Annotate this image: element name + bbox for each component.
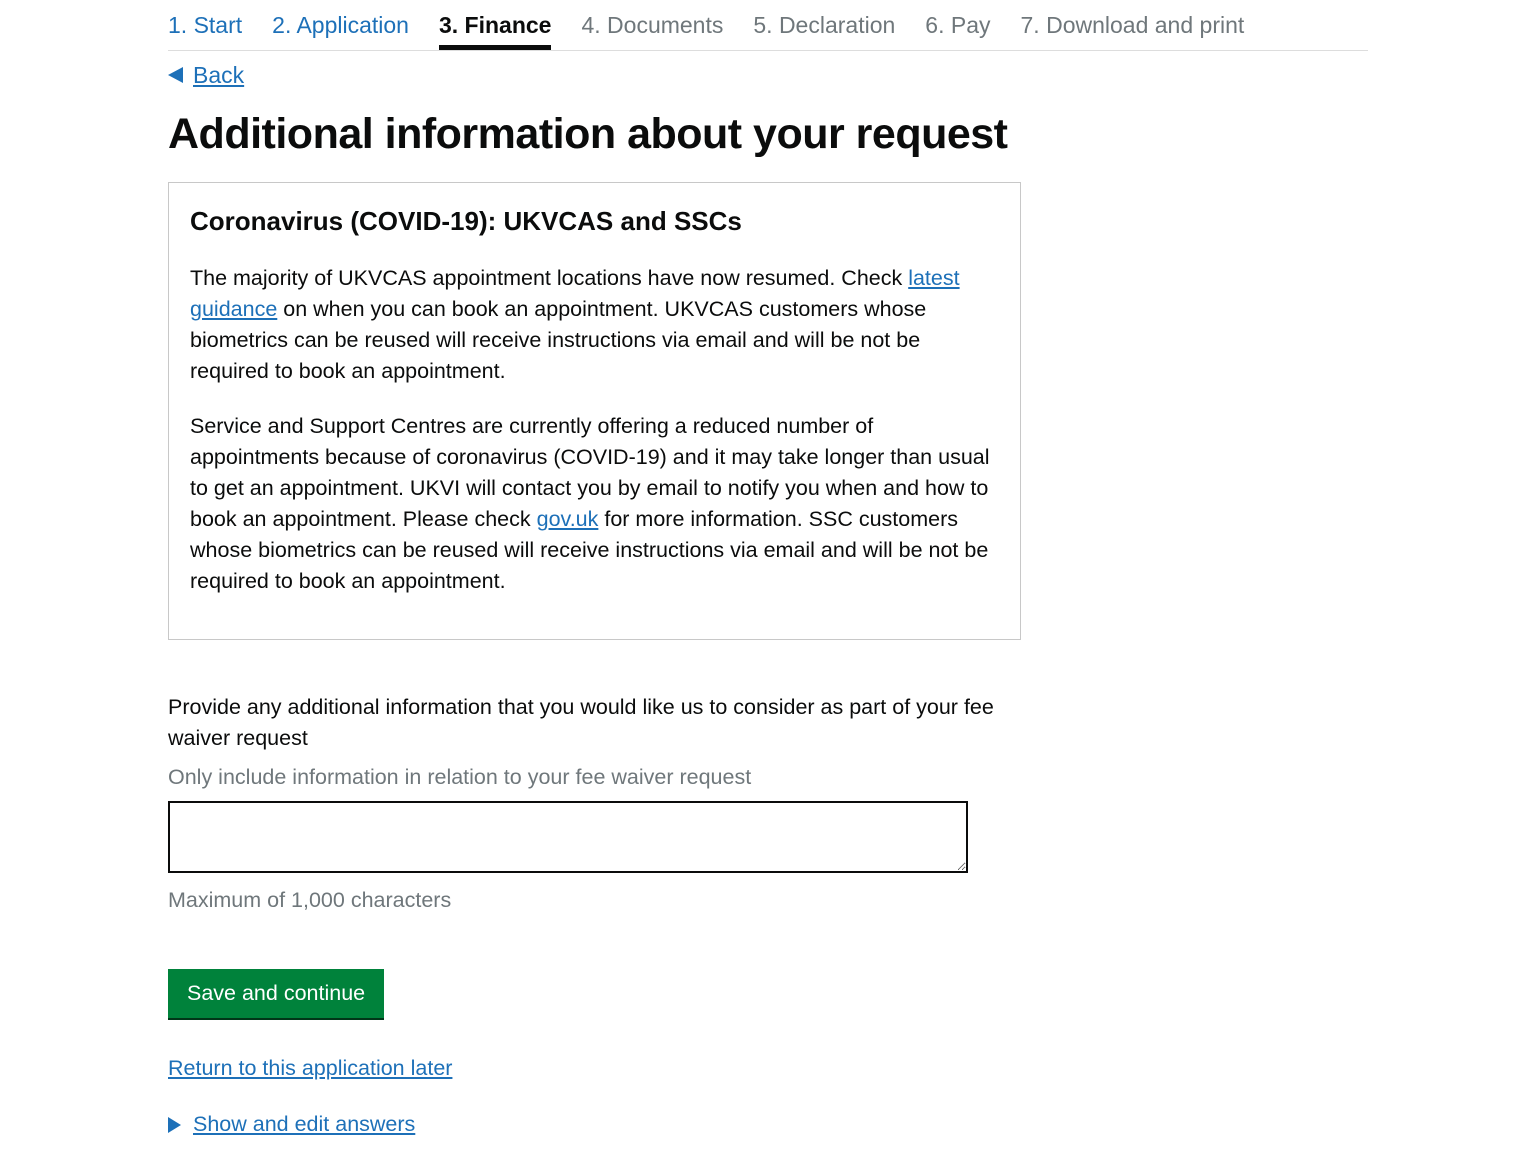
- notice-p2-text-before: Service and Support Centres are currently offering a reduced number of appointments because of coronavirus (COVID-19) and it may take longer than usual to get an appointment. UKVI will contact you by email to notify you when and how to book an appointment. Please check: [190, 414, 990, 531]
- step-download-and-print: 7. Download and print: [1020, 12, 1245, 38]
- page-title: Additional information about your request: [168, 110, 1008, 158]
- additional-info-label: Provide any additional information that you would like us to consider as part of your fee waiver request: [168, 695, 994, 750]
- latest-guidance-link[interactable]: latest guidance: [190, 266, 960, 321]
- notice-heading: Coronavirus (COVID-19): UKVCAS and SSCs: [190, 206, 742, 236]
- step-application[interactable]: 2. Application: [272, 12, 409, 38]
- expand-triangle-icon: [168, 1117, 181, 1133]
- notice-p1-text-before: The majority of UKVCAS appointment locations have now resumed. Check: [190, 266, 909, 290]
- step-start[interactable]: 1. Start: [168, 12, 243, 38]
- show-edit-answers-toggle[interactable]: [168, 1109, 415, 1140]
- back-arrow-icon: [168, 67, 183, 83]
- save-and-continue-button[interactable]: Save and continue: [168, 969, 384, 1018]
- notice-paragraph-1: [190, 263, 999, 387]
- step-finance: 3. Finance: [439, 0, 581, 50]
- return-later-link[interactable]: Return to this application later: [168, 1056, 453, 1080]
- step-documents: 4. Documents: [581, 12, 724, 38]
- govuk-link[interactable]: gov.uk: [536, 507, 599, 531]
- covid-notice-panel: [168, 182, 1021, 640]
- additional-info-hint: Only include information in relation to your fee waiver request: [168, 765, 752, 789]
- progress-steps: [168, 0, 1368, 51]
- show-edit-answers-link[interactable]: Show and edit answers: [193, 1112, 416, 1136]
- notice-paragraph-2: [190, 411, 999, 597]
- back-link-container[interactable]: [168, 60, 244, 90]
- notice-p1-text-after: on when you can book an appointment. UKVCAS customers whose biometrics can be reused will receive instructions via email and will be not be required to book an appointment.: [190, 297, 927, 383]
- back-link[interactable]: Back: [193, 61, 245, 88]
- step-pay: 6. Pay: [925, 12, 991, 38]
- step-declaration: 5. Declaration: [753, 12, 896, 38]
- max-characters-hint: Maximum of 1,000 characters: [168, 888, 452, 912]
- notice-p2-text-after: for more information. SSC customers whose biometrics can be reused will receive instructions via email and will be not be required to book an appointment.: [190, 507, 989, 593]
- additional-info-textarea[interactable]: [168, 801, 968, 873]
